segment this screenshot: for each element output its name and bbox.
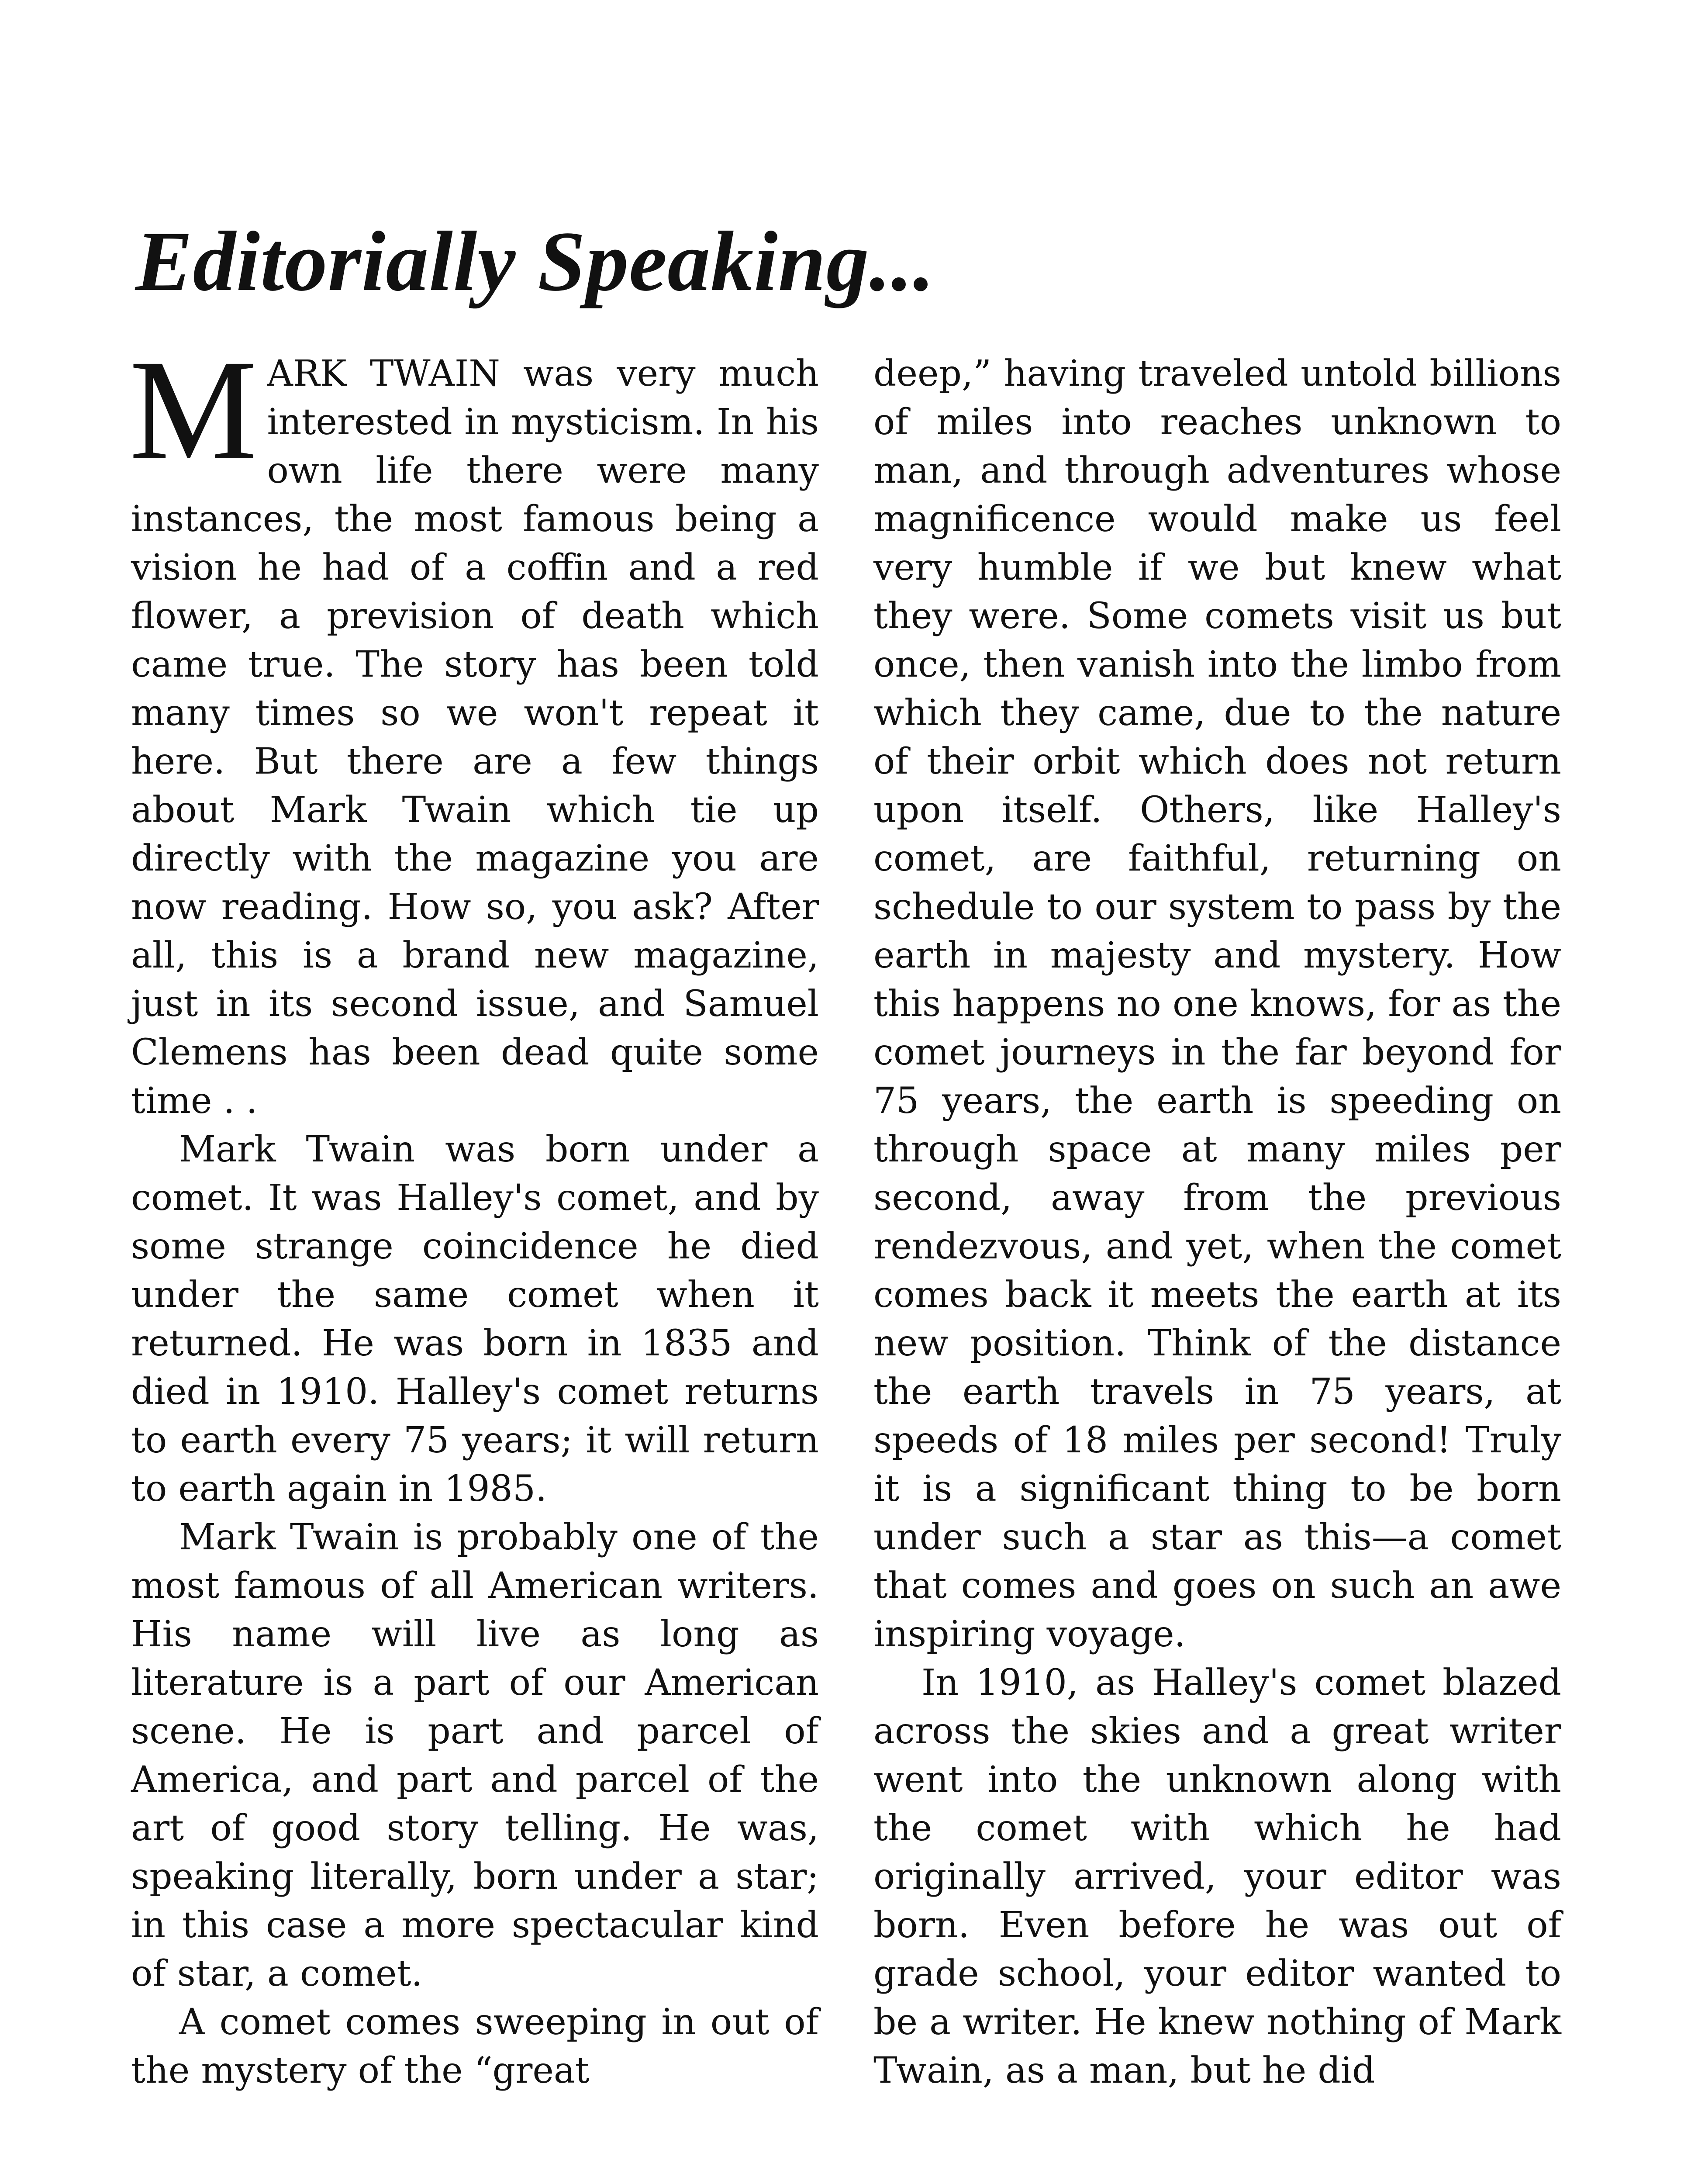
- drop-cap: M: [129, 330, 258, 490]
- paragraph-4: A comet comes sweeping in out of the mystery of the “great: [131, 2001, 819, 2091]
- paragraph-4-continued: deep,” having traveled untold billions of miles into reaches unknown to man, and through adventures whose magnificence would make us feel very humble if we but knew what they were. Some comets visit us but once, then vanish into the limbo from which they came, due to the nature of their orbit which does not return upon itself. Others, like Halley's comet, are faithful, returning on schedule to our system to pass by the earth in majesty and mystery. How this happens no one knows, for as the comet journeys in the far beyond for 75 years, the earth is speeding on through space at many miles per second, away from the previous rendezvous, and yet, when the comet comes back it meets the earth at its new position. Think of the distance the earth travels in 75 years, at speeds of 18 miles per second! Truly it is a significant thing to be born under such a star as this—a comet that comes and goes on such an awe inspiring voyage.: [873, 353, 1561, 1655]
- article-title: Editorially Speaking...: [135, 214, 935, 309]
- paragraph-3: Mark Twain is probably one of the most famous of all American writers. His name will live as long as literature is a part of our American scene. He is part and parcel of America, and part and parcel of the art of good story telling. He was, speaking literally, born under a star; in this case a more spectacular kind of star, a comet.: [131, 1517, 819, 1994]
- left-column: [129, 330, 819, 2095]
- paragraph-5: In 1910, as Halley's comet blazed across the skies and a great writer went into the unknown along with the comet with which he had originally arrived, your editor was born. Even before he was out of grade school, your editor wanted to be a writer. He knew nothing of Mark Twain, as a man, but he did: [873, 1662, 1561, 2091]
- paragraph-1-text: ARK TWAIN was very much interested in mysticism. In his own life there were many instances, the most famous being a vision he had of a coffin and a red flower, a prevision of death which came true. The story has been told many times so we won't repeat it here. But there are a few things about Mark Twain which tie up directly with the magazine you are now reading. How so, you ask? After all, this is a brand new magazine, just in its second issue, and Samuel Clemens has been dead quite some time . .: [131, 353, 819, 1122]
- paragraph-2: Mark Twain was born under a comet. It was Halley's comet, and by some strange coincidence he died under the same comet when it returned. He was born in 1835 and died in 1910. Halley's comet returns to earth every 75 years; it will return to earth again in 1985.: [131, 1129, 819, 1510]
- paragraph-1: [129, 330, 819, 1125]
- right-column: [873, 349, 1561, 2095]
